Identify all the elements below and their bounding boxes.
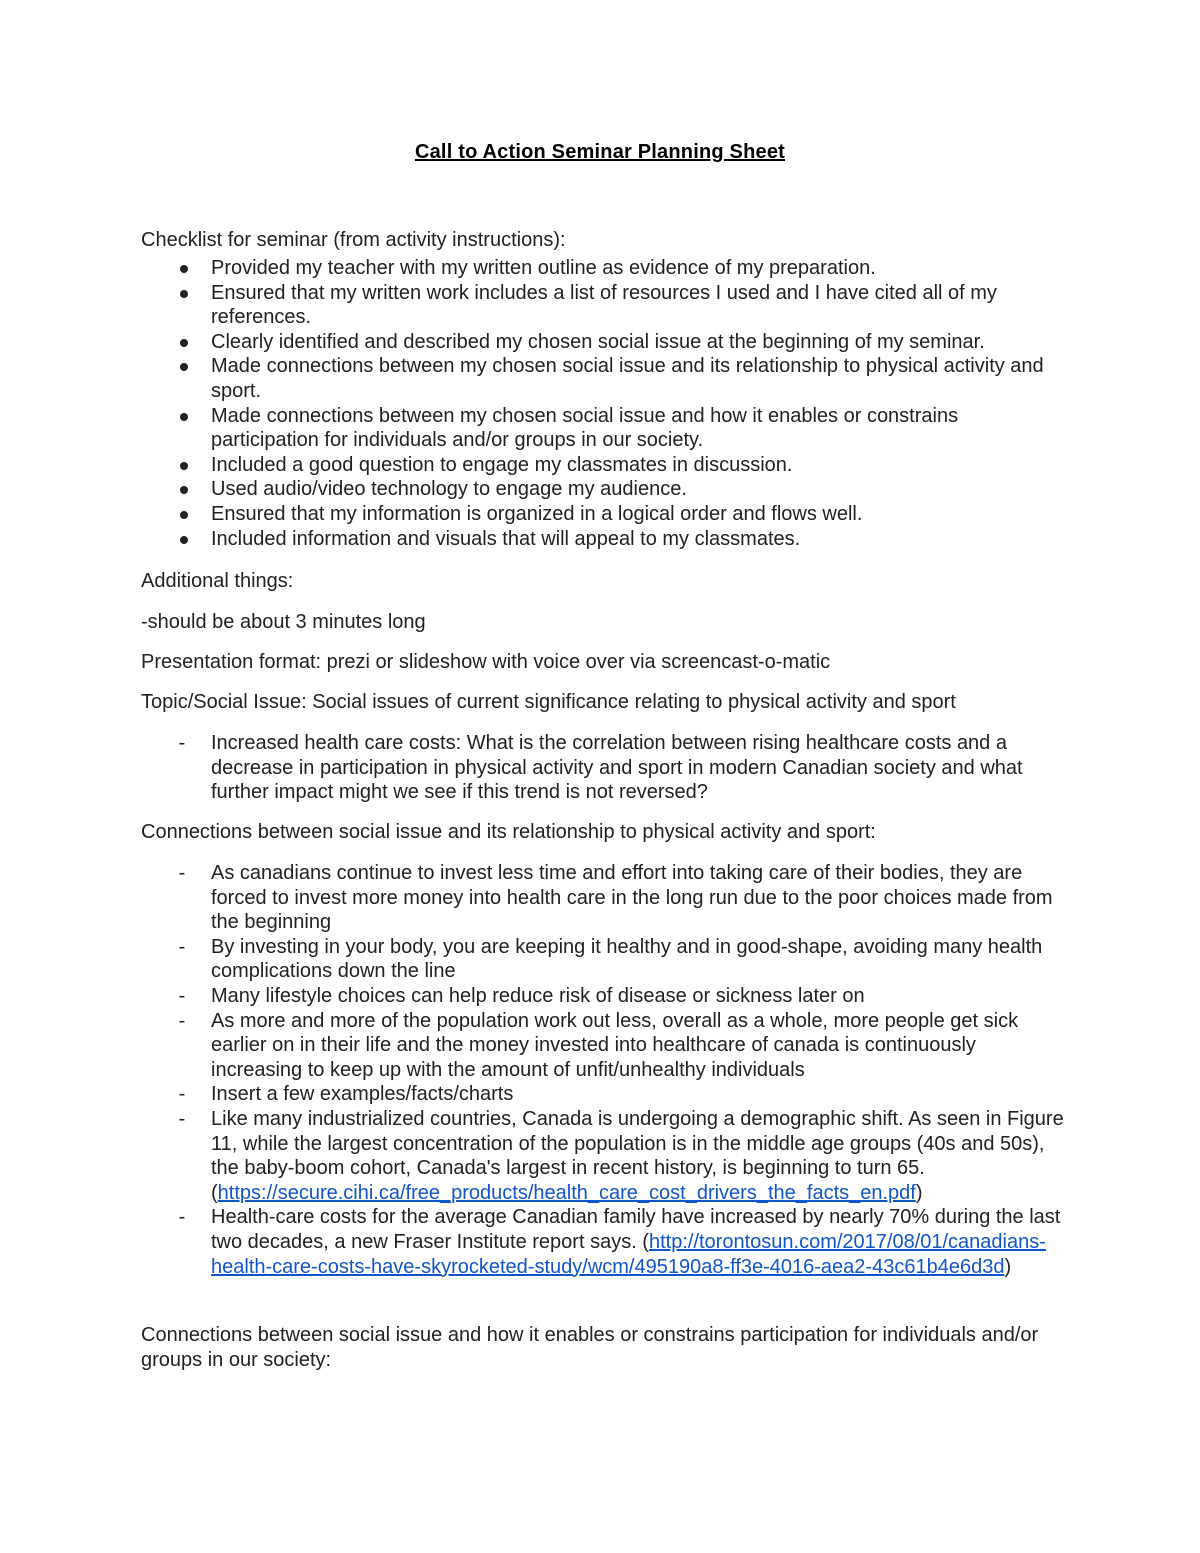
bullet-icon bbox=[180, 290, 188, 298]
connection-item bbox=[141, 1082, 1071, 1107]
cihi-source-link[interactable]: https://secure.cihi.ca/free_products/health_care_cost_drivers_the_facts_en.pdf bbox=[217, 1181, 916, 1204]
additional-heading: Additional things: bbox=[141, 570, 294, 592]
checklist-item-text: Included information and visuals that will appeal to my classmates. bbox=[211, 527, 801, 550]
connection-item-text: By investing in your body, you are keeping it healthy and in good-shape, avoiding many health complications down the line bbox=[211, 935, 1043, 983]
connection-item bbox=[141, 1107, 1071, 1205]
dash-marker: - bbox=[178, 1206, 186, 1229]
checklist-item bbox=[141, 354, 1071, 403]
checklist-item-text: Clearly identified and described my chosen social issue at the beginning of my seminar. bbox=[211, 330, 985, 353]
connection-item-closing: ) bbox=[1004, 1255, 1012, 1278]
connection-item bbox=[141, 861, 1071, 935]
checklist-item bbox=[141, 256, 1071, 281]
checklist-item-text: Provided my teacher with my written outline as evidence of my preparation. bbox=[211, 257, 876, 279]
bullet-icon bbox=[180, 511, 188, 519]
checklist-item-text: Ensured that my information is organized in a logical order and flows well. bbox=[211, 502, 863, 525]
torontosun-source-link[interactable]: http://torontosun.com/2017/08/01/canadians-health-care-costs-have-skyrocketed-study/wcm/495190a8-ff3e-4016-aea2-43c61b4e6d3d bbox=[211, 1230, 1046, 1278]
dash-marker: - bbox=[178, 732, 186, 754]
connection-item-closing: ) bbox=[915, 1181, 923, 1204]
bullet-icon bbox=[180, 486, 188, 494]
checklist-item bbox=[141, 527, 1071, 552]
dash-marker: - bbox=[178, 1107, 186, 1130]
dash-marker: - bbox=[178, 862, 186, 884]
checklist-item bbox=[141, 404, 1071, 453]
presentation-format: Presentation format: prezi or slideshow with voice over via screencast-o-matic bbox=[141, 651, 831, 673]
checklist-item bbox=[141, 502, 1071, 527]
connection-item bbox=[141, 1205, 1071, 1279]
topic-list bbox=[141, 731, 1071, 805]
topic-item bbox=[141, 731, 1071, 805]
connection-item-text: Health-care costs for the average Canadian family have increased by nearly 70% during the last two decades, a new Fraser Institute report says. ( bbox=[211, 1206, 1061, 1253]
connection-item-text: Like many industrialized countries, Canada is undergoing a demographic shift. As seen in Figure 11, while the largest concentration of the population is in the middle age groups (40s and 50s), the baby-boom cohort, Canada's largest in recent history, is beginning to turn 65. ( bbox=[211, 1107, 1064, 1204]
connection-item bbox=[141, 984, 1071, 1009]
dash-marker: - bbox=[178, 984, 186, 1007]
checklist-item-text: Ensured that my written work includes a list of resources I used and I have cited all of my references. bbox=[211, 281, 997, 329]
dash-marker: - bbox=[178, 1009, 186, 1032]
connection-item-text: As more and more of the population work out less, overall as a whole, more people get sick earlier on in their life and the money invested into healthcare of canada is continuously increasing to keep up with the amount of unfit/unhealthy individuals bbox=[211, 1009, 1019, 1081]
checklist-item bbox=[141, 477, 1071, 502]
checklist-list bbox=[141, 256, 1071, 551]
connection-item-text: Insert a few examples/facts/charts bbox=[211, 1083, 514, 1106]
duration-note: -should be about 3 minutes long bbox=[141, 611, 426, 633]
bullet-icon bbox=[180, 413, 188, 421]
connections-heading: Connections between social issue and its relationship to physical activity and sport: bbox=[141, 821, 876, 843]
bullet-icon bbox=[180, 462, 188, 470]
connection-item-text: As canadians continue to invest less time and effort into taking care of their bodies, they are forced to invest more money into health care in the long run due to the poor choices made from the beginning bbox=[211, 862, 1053, 934]
checklist-heading: Checklist for seminar (from activity instructions): bbox=[141, 229, 566, 251]
checklist-item-text: Used audio/video technology to engage my audience. bbox=[211, 478, 687, 501]
checklist-item-text: Made connections between my chosen social issue and its relationship to physical activity and sport. bbox=[211, 355, 1044, 402]
bullet-icon bbox=[180, 265, 188, 273]
checklist-item-text: Included a good question to engage my classmates in discussion. bbox=[211, 453, 793, 476]
checklist-item-text: Made connections between my chosen social issue and how it enables or constrains participation for individuals and/or groups in our society. bbox=[211, 404, 959, 452]
checklist-item bbox=[141, 453, 1071, 478]
bullet-icon bbox=[180, 363, 188, 371]
connection-item-text: Many lifestyle choices can help reduce risk of disease or sickness later on bbox=[211, 984, 865, 1007]
connection-item bbox=[141, 935, 1071, 984]
participation-heading: Connections between social issue and how it enables or constrains participation for individuals and/or groups in our society: bbox=[141, 1324, 1039, 1371]
bullet-icon bbox=[180, 536, 188, 544]
bullet-icon bbox=[180, 339, 188, 347]
topic-item-text: Increased health care costs: What is the correlation between rising healthcare costs and a decrease in participation in physical activity and sport in modern Canadian society and what further impact might we see if this trend is not reversed? bbox=[211, 732, 1023, 804]
topic-heading: Topic/Social Issue: Social issues of current significance relating to physical activity and sport bbox=[141, 691, 956, 713]
checklist-item bbox=[141, 281, 1071, 330]
document-title: Call to Action Seminar Planning Sheet bbox=[414, 141, 786, 163]
checklist-item bbox=[141, 330, 1071, 355]
dash-marker: - bbox=[178, 935, 186, 958]
connections-list bbox=[141, 861, 1071, 1279]
connection-item bbox=[141, 1009, 1071, 1083]
dash-marker: - bbox=[178, 1083, 186, 1106]
